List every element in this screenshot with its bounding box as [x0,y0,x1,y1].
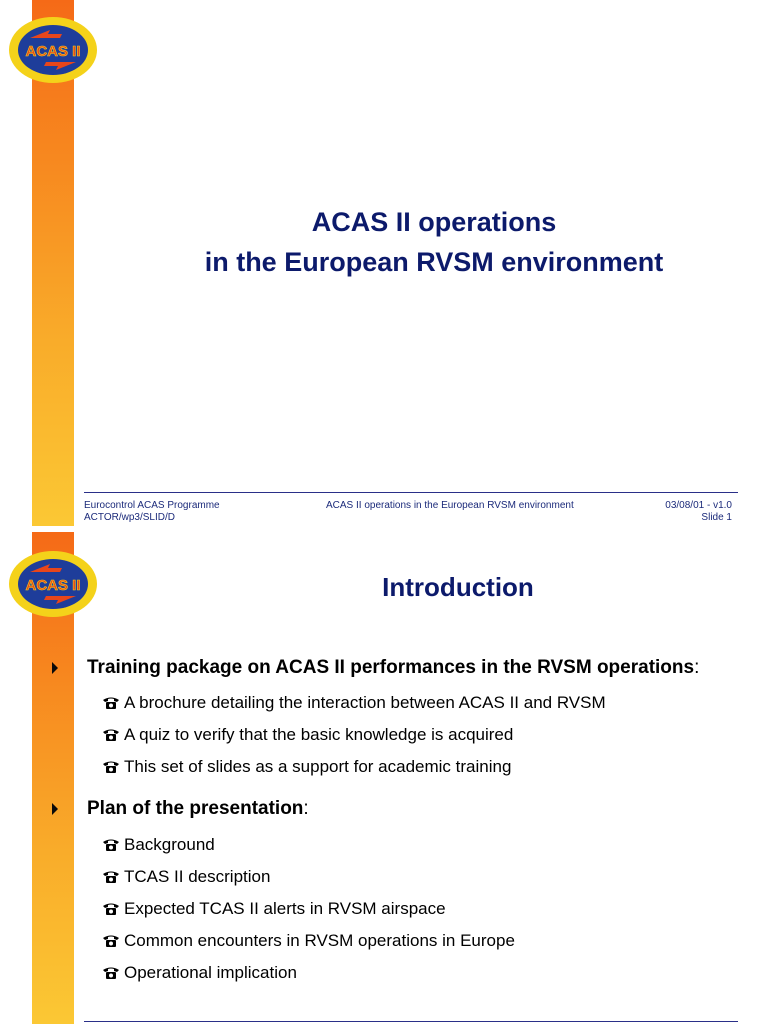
item-text: Operational implication [124,963,297,982]
section-colon: : [303,798,309,819]
section-label: Training package on ACAS II performances in the RVSM operations [87,657,695,678]
telephone-icon [102,870,120,884]
footer-document-id: ACTOR/wp3/SLID/D [84,512,175,523]
footer-divider [84,1021,738,1022]
footer-right [665,500,732,524]
list-item [102,757,511,777]
telephone-icon [102,902,120,916]
list-item [102,835,215,855]
acas-logo-icon [8,550,98,618]
logo-text: ACAS II [25,43,81,60]
telephone-icon [102,696,120,710]
logo-text: ACAS II [25,577,81,594]
item-text: This set of slides as a support for academic training [124,757,512,776]
telephone-icon [102,934,120,948]
telephone-icon [102,760,120,774]
slide-heading: Introduction [382,572,534,602]
telephone-icon [102,728,120,742]
telephone-icon [102,838,120,852]
item-text: A brochure detailing the interaction between ACAS II and RVSM [124,693,606,712]
list-item [102,899,446,919]
list-item [102,693,606,713]
list-item [102,963,297,983]
list-item [102,867,270,887]
list-item [102,725,513,745]
acas-logo-icon [8,16,98,84]
item-text: Expected TCAS II alerts in RVSM airspace [124,899,446,918]
footer-divider [84,492,738,493]
footer-center: ACAS II operations in the European RVSM environment [326,500,574,511]
item-text: TCAS II description [124,867,271,886]
item-text: Background [124,835,215,854]
footer-slide-number: Slide 1 [701,512,732,523]
list-item [102,931,515,951]
item-text: Common encounters in RVSM operations in Europe [124,931,515,950]
slide-title-line-1: ACAS II operations [311,207,557,237]
section-plan [87,798,309,820]
footer-date-version: 03/08/01 - v1.0 [665,500,732,511]
section-colon: : [694,657,700,678]
section-label: Plan of the presentation [87,798,304,819]
triangle-right-icon [52,662,58,674]
footer-left [84,500,220,524]
item-text: A quiz to verify that the basic knowledge is acquired [124,725,514,744]
slide-title-line-2: in the European RVSM environment [204,247,664,277]
triangle-right-icon [52,803,58,815]
introduction-slide [0,532,768,1024]
section-training-package [87,657,699,679]
telephone-icon [102,966,120,980]
footer-programme: Eurocontrol ACAS Programme [84,500,220,511]
